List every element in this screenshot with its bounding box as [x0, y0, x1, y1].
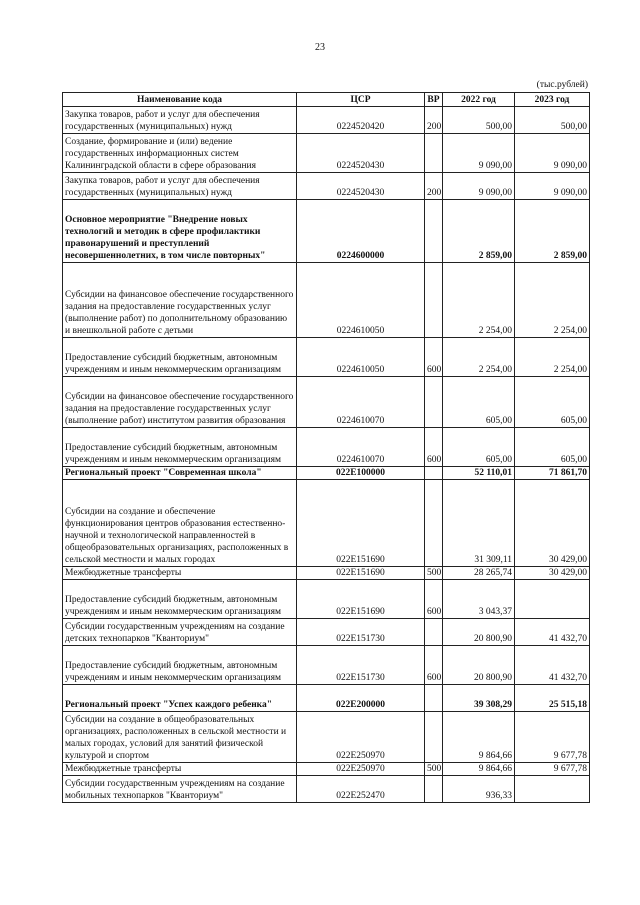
- cell-name: Предоставление субсидий бюджетным, автономным учреждениям и иным некоммерческим организациям: [63, 428, 297, 467]
- cell-csr: 0224520420: [297, 107, 425, 134]
- cell-csr: 0224610050: [297, 263, 425, 338]
- cell-vr: [425, 619, 443, 646]
- cell-csr: 0224520430: [297, 173, 425, 200]
- cell-2023: 2 254,00: [515, 263, 590, 338]
- cell-csr: 022E151690: [297, 567, 425, 580]
- table-row: [63, 377, 590, 428]
- cell-2022: 605,00: [443, 377, 515, 428]
- cell-2023: 30 429,00: [515, 567, 590, 580]
- cell-2023: 9 090,00: [515, 134, 590, 173]
- cell-vr: 500: [425, 763, 443, 776]
- cell-vr: 600: [425, 338, 443, 377]
- cell-csr: 022E151730: [297, 646, 425, 685]
- cell-vr: 200: [425, 107, 443, 134]
- header-vr: ВР: [425, 93, 443, 107]
- cell-csr: 022E151690: [297, 580, 425, 619]
- cell-csr: 022E100000: [297, 467, 425, 480]
- cell-2023: [515, 776, 590, 803]
- page-number: 23: [315, 42, 325, 53]
- cell-2023: 9 090,00: [515, 173, 590, 200]
- cell-csr: 022E151690: [297, 480, 425, 567]
- cell-2022: 9 090,00: [443, 173, 515, 200]
- cell-name: Закупка товаров, работ и услуг для обеспечения государственных (муниципальных) нужд: [63, 107, 297, 134]
- cell-vr: [425, 712, 443, 763]
- cell-vr: [425, 467, 443, 480]
- cell-csr: 022E250970: [297, 763, 425, 776]
- cell-name: Региональный проект "Современная школа": [63, 467, 297, 480]
- cell-2022: 3 043,37: [443, 580, 515, 619]
- table-row: [63, 428, 590, 467]
- cell-vr: [425, 377, 443, 428]
- table-row: [63, 173, 590, 200]
- cell-csr: 022E252470: [297, 776, 425, 803]
- cell-csr: 0224610070: [297, 377, 425, 428]
- cell-csr: 022E151730: [297, 619, 425, 646]
- cell-2023: 9 677,78: [515, 712, 590, 763]
- cell-vr: [425, 685, 443, 712]
- cell-name: Межбюджетные трансферты: [63, 763, 297, 776]
- cell-2022: 31 309,11: [443, 480, 515, 567]
- cell-csr: 0224610070: [297, 428, 425, 467]
- cell-vr: 600: [425, 428, 443, 467]
- table-row: [63, 107, 590, 134]
- cell-2023: 41 432,70: [515, 619, 590, 646]
- table-row: [63, 712, 590, 763]
- cell-2022: 500,00: [443, 107, 515, 134]
- table-row: [63, 134, 590, 173]
- cell-2023: 71 861,70: [515, 467, 590, 480]
- cell-2022: 605,00: [443, 428, 515, 467]
- table-row: [63, 263, 590, 338]
- header-csr: ЦСР: [297, 93, 425, 107]
- cell-csr: 0224520430: [297, 134, 425, 173]
- cell-csr: 0224600000: [297, 200, 425, 263]
- cell-name: Предоставление субсидий бюджетным, автономным учреждениям и иным некоммерческим организациям: [63, 646, 297, 685]
- cell-vr: 600: [425, 580, 443, 619]
- cell-vr: [425, 776, 443, 803]
- table-row: [63, 467, 590, 480]
- cell-2022: 39 308,29: [443, 685, 515, 712]
- cell-name: Создание, формирование и (или) ведение государственных информационных систем Калининградской области в сфере образования: [63, 134, 297, 173]
- cell-name: Субсидии на финансовое обеспечение государственного задания на предоставление государственных услуг (выполнение работ) по дополнительному образованию и внешкольной работе с детьми: [63, 263, 297, 338]
- header-2023: 2023 год: [515, 93, 590, 107]
- cell-name: Предоставление субсидий бюджетным, автономным учреждениям и иным некоммерческим организациям: [63, 580, 297, 619]
- cell-name: Субсидии на финансовое обеспечение государственного задания на предоставление государственных услуг (выполнение работ) институтом развития образования: [63, 377, 297, 428]
- cell-csr: 022E200000: [297, 685, 425, 712]
- units-label: (тыс.рублей): [536, 80, 588, 90]
- table-row: [63, 338, 590, 377]
- cell-2023: [515, 580, 590, 619]
- cell-2023: 9 677,78: [515, 763, 590, 776]
- cell-name: Субсидии на создание и обеспечение функционирования центров образования естественно-научной и технологической направленностей в общеобразовательных организациях, расположенных в сельской местности и малых городах: [63, 480, 297, 567]
- cell-2022: 9 090,00: [443, 134, 515, 173]
- table-row: [63, 685, 590, 712]
- cell-name: Субсидии на создание в общеобразовательных организациях, расположенных в сельской местности и малых городах, условий для занятий физической культурой и спортом: [63, 712, 297, 763]
- cell-2022: 20 800,90: [443, 619, 515, 646]
- cell-2023: 41 432,70: [515, 646, 590, 685]
- cell-2022: 936,33: [443, 776, 515, 803]
- table-body: [63, 107, 590, 803]
- cell-2023: 500,00: [515, 107, 590, 134]
- cell-vr: 600: [425, 646, 443, 685]
- cell-name: Субсидии государственным учреждениям на создание мобильных технопарков "Кванториум": [63, 776, 297, 803]
- table-row: [63, 480, 590, 567]
- cell-name: Основное мероприятие "Внедрение новых технологий и методик в сфере профилактики правонарушений и преступлений несовершеннолетних, в том числе повторных": [63, 200, 297, 263]
- table-row: [63, 763, 590, 776]
- cell-2023: 2 859,00: [515, 200, 590, 263]
- table-row: [63, 646, 590, 685]
- table-row: [63, 619, 590, 646]
- header-name: Наименование кода: [63, 93, 297, 107]
- cell-csr: 022E250970: [297, 712, 425, 763]
- cell-name: Региональный проект "Успех каждого ребенка": [63, 685, 297, 712]
- cell-2022: 20 800,90: [443, 646, 515, 685]
- cell-vr: [425, 200, 443, 263]
- cell-2022: 2 254,00: [443, 263, 515, 338]
- table-row: [63, 567, 590, 580]
- cell-vr: [425, 480, 443, 567]
- cell-2022: 9 864,66: [443, 712, 515, 763]
- table-row: [63, 580, 590, 619]
- cell-name: Закупка товаров, работ и услуг для обеспечения государственных (муниципальных) нужд: [63, 173, 297, 200]
- cell-2022: 2 859,00: [443, 200, 515, 263]
- cell-vr: 500: [425, 567, 443, 580]
- table-row: [63, 200, 590, 263]
- cell-2023: 25 515,18: [515, 685, 590, 712]
- cell-name: Предоставление субсидий бюджетным, автономным учреждениям и иным некоммерческим организациям: [63, 338, 297, 377]
- cell-csr: 0224610050: [297, 338, 425, 377]
- cell-2022: 28 265,74: [443, 567, 515, 580]
- table-row: [63, 776, 590, 803]
- cell-2022: 52 110,01: [443, 467, 515, 480]
- cell-vr: [425, 263, 443, 338]
- cell-2023: 605,00: [515, 428, 590, 467]
- cell-vr: [425, 134, 443, 173]
- cell-vr: 200: [425, 173, 443, 200]
- cell-2023: 605,00: [515, 377, 590, 428]
- header-2022: 2022 год: [443, 93, 515, 107]
- cell-2022: 2 254,00: [443, 338, 515, 377]
- cell-name: Субсидии государственным учреждениям на создание детских технопарков "Кванториум": [63, 619, 297, 646]
- budget-table: [62, 92, 590, 803]
- cell-2023: 2 254,00: [515, 338, 590, 377]
- table-header-row: [63, 93, 590, 107]
- cell-2022: 9 864,66: [443, 763, 515, 776]
- cell-name: Межбюджетные трансферты: [63, 567, 297, 580]
- cell-2023: 30 429,00: [515, 480, 590, 567]
